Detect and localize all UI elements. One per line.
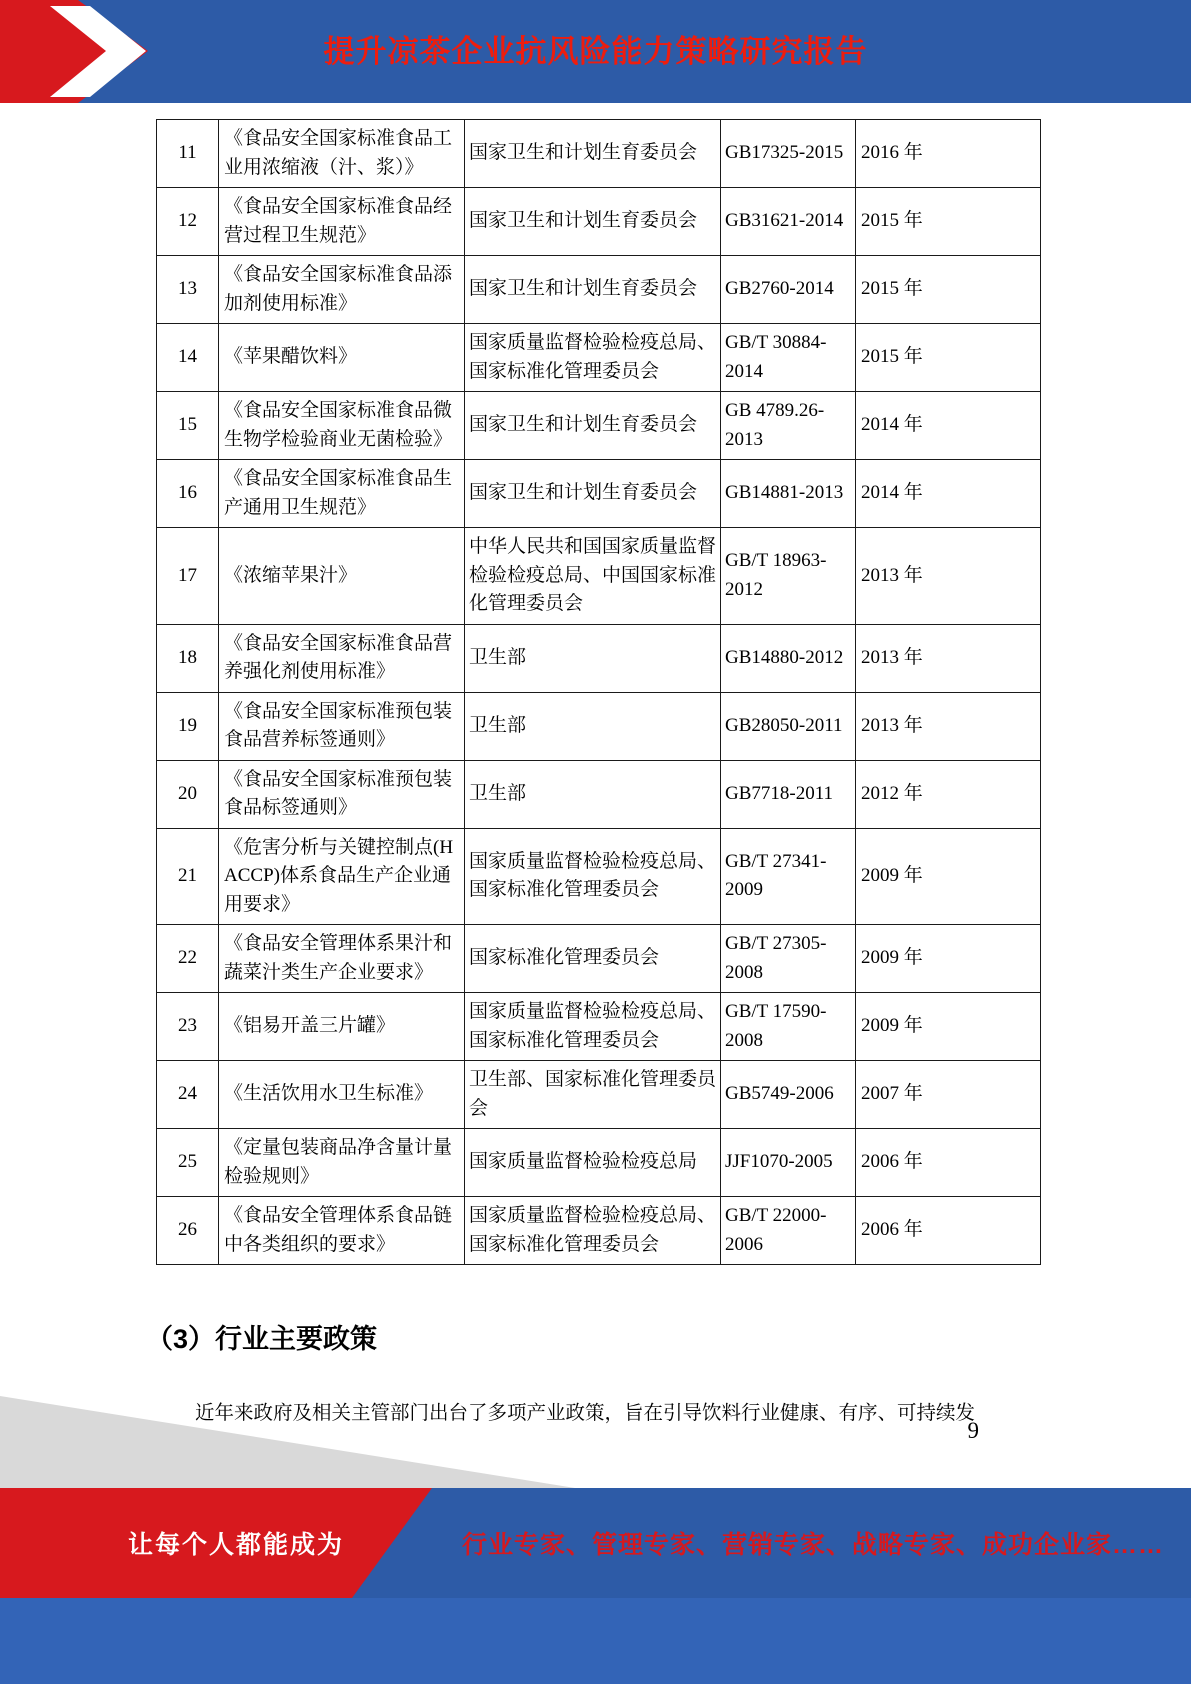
cell-issuer: 中华人民共和国国家质量监督检验检疫总局、中国国家标准化管理委员会 <box>465 528 721 625</box>
table-row <box>157 760 1041 828</box>
cell-name: 《苹果醋饮料》 <box>219 324 465 392</box>
cell-year: 2014 年 <box>856 460 1041 528</box>
cell-code: GB/T 22000-2006 <box>721 1197 856 1265</box>
cell-no: 24 <box>157 1061 219 1129</box>
cell-code: GB/T 30884-2014 <box>721 324 856 392</box>
table-row <box>157 460 1041 528</box>
page-footer <box>0 1488 1191 1598</box>
cell-code: GB28050-2011 <box>721 692 856 760</box>
cell-year: 2009 年 <box>856 925 1041 993</box>
cell-no: 19 <box>157 692 219 760</box>
footer-slogan-right: 行业专家、管理专家、营销专家、战略专家、成功企业家…… <box>462 1531 1165 1559</box>
cell-code: GB7718-2011 <box>721 760 856 828</box>
cell-code: GB5749-2006 <box>721 1061 856 1129</box>
cell-no: 23 <box>157 993 219 1061</box>
cell-issuer: 国家质量监督检验检疫总局、国家标准化管理委员会 <box>465 993 721 1061</box>
table-row <box>157 324 1041 392</box>
cell-no: 11 <box>157 120 219 188</box>
table-row <box>157 1197 1041 1265</box>
footer-slogan-left: 让每个人都能成为 <box>128 1531 345 1559</box>
report-header <box>0 0 1191 103</box>
cell-no: 20 <box>157 760 219 828</box>
cell-issuer: 卫生部 <box>465 624 721 692</box>
cell-name: 《食品安全国家标准食品营养强化剂使用标准》 <box>219 624 465 692</box>
cell-name: 《定量包装商品净含量计量检验规则》 <box>219 1129 465 1197</box>
cell-name: 《浓缩苹果汁》 <box>219 528 465 625</box>
cell-issuer: 国家质量监督检验检疫总局 <box>465 1129 721 1197</box>
cell-year: 2013 年 <box>856 528 1041 625</box>
cell-year: 2016 年 <box>856 120 1041 188</box>
cell-year: 2009 年 <box>856 828 1041 925</box>
cell-code: GB2760-2014 <box>721 256 856 324</box>
cell-issuer: 国家卫生和计划生育委员会 <box>465 460 721 528</box>
cell-name: 《食品安全国家标准食品微生物学检验商业无菌检验》 <box>219 392 465 460</box>
cell-code: GB31621-2014 <box>721 188 856 256</box>
cell-year: 2009 年 <box>856 993 1041 1061</box>
cell-year: 2013 年 <box>856 624 1041 692</box>
cell-issuer: 国家卫生和计划生育委员会 <box>465 392 721 460</box>
cell-issuer: 国家卫生和计划生育委员会 <box>465 256 721 324</box>
table-row <box>157 392 1041 460</box>
table-row <box>157 993 1041 1061</box>
cell-year: 2013 年 <box>856 692 1041 760</box>
cell-no: 21 <box>157 828 219 925</box>
report-title: 提升凉茶企业抗风险能力策略研究报告 <box>323 34 868 69</box>
section-heading: （3）行业主要政策 <box>146 1324 378 1354</box>
table-row <box>157 528 1041 625</box>
cell-name: 《食品安全国家标准预包装食品标签通则》 <box>219 760 465 828</box>
cell-year: 2015 年 <box>856 256 1041 324</box>
cell-no: 12 <box>157 188 219 256</box>
cell-issuer: 国家质量监督检验检疫总局、国家标准化管理委员会 <box>465 1197 721 1265</box>
table-row <box>157 256 1041 324</box>
cell-issuer: 国家卫生和计划生育委员会 <box>465 120 721 188</box>
cell-no: 18 <box>157 624 219 692</box>
cell-name: 《生活饮用水卫生标准》 <box>219 1061 465 1129</box>
cell-issuer: 国家质量监督检验检疫总局、国家标准化管理委员会 <box>465 828 721 925</box>
cell-year: 2015 年 <box>856 324 1041 392</box>
cell-no: 15 <box>157 392 219 460</box>
cell-issuer: 卫生部 <box>465 692 721 760</box>
footer-bottom-strip <box>0 1598 1191 1684</box>
cell-no: 22 <box>157 925 219 993</box>
table-row <box>157 188 1041 256</box>
cell-code: GB/T 18963-2012 <box>721 528 856 625</box>
cell-issuer: 国家质量监督检验检疫总局、国家标准化管理委员会 <box>465 324 721 392</box>
cell-name: 《危害分析与关键控制点(HACCP)体系食品生产企业通用要求》 <box>219 828 465 925</box>
table-row <box>157 120 1041 188</box>
cell-code: GB/T 27305-2008 <box>721 925 856 993</box>
cell-code: JJF1070-2005 <box>721 1129 856 1197</box>
cell-issuer: 卫生部 <box>465 760 721 828</box>
cell-issuer: 国家标准化管理委员会 <box>465 925 721 993</box>
cell-code: GB/T 27341-2009 <box>721 828 856 925</box>
table-row <box>157 624 1041 692</box>
cell-name: 《食品安全管理体系果汁和蔬菜汁类生产企业要求》 <box>219 925 465 993</box>
cell-no: 16 <box>157 460 219 528</box>
cell-year: 2014 年 <box>856 392 1041 460</box>
table-row <box>157 1129 1041 1197</box>
table-row <box>157 692 1041 760</box>
cell-code: GB/T 17590-2008 <box>721 993 856 1061</box>
cell-year: 2015 年 <box>856 188 1041 256</box>
table-row <box>157 828 1041 925</box>
cell-no: 26 <box>157 1197 219 1265</box>
table-row <box>157 1061 1041 1129</box>
standards-table-body <box>157 120 1041 1265</box>
cell-code: GB14880-2012 <box>721 624 856 692</box>
cell-name: 《食品安全国家标准食品经营过程卫生规范》 <box>219 188 465 256</box>
cell-year: 2007 年 <box>856 1061 1041 1129</box>
cell-no: 14 <box>157 324 219 392</box>
cell-no: 17 <box>157 528 219 625</box>
cell-name: 《食品安全国家标准预包装食品营养标签通则》 <box>219 692 465 760</box>
table-row <box>157 925 1041 993</box>
cell-year: 2012 年 <box>856 760 1041 828</box>
cell-name: 《铝易开盖三片罐》 <box>219 993 465 1061</box>
cell-no: 25 <box>157 1129 219 1197</box>
cell-no: 13 <box>157 256 219 324</box>
cell-name: 《食品安全国家标准食品生产通用卫生规范》 <box>219 460 465 528</box>
cell-code: GB17325-2015 <box>721 120 856 188</box>
cell-issuer: 国家卫生和计划生育委员会 <box>465 188 721 256</box>
section-paragraph: 近年来政府及相关主管部门出台了多项产业政策，旨在引导饮料行业健康、有序、可持续发 <box>195 1403 976 1424</box>
cell-code: GB 4789.26-2013 <box>721 392 856 460</box>
cell-code: GB14881-2013 <box>721 460 856 528</box>
page-number: 9 <box>967 1418 979 1443</box>
cell-name: 《食品安全国家标准食品工业用浓缩液（汁、浆）》 <box>219 120 465 188</box>
standards-table <box>156 119 1041 1265</box>
cell-year: 2006 年 <box>856 1129 1041 1197</box>
cell-name: 《食品安全国家标准食品添加剂使用标准》 <box>219 256 465 324</box>
cell-year: 2006 年 <box>856 1197 1041 1265</box>
cell-issuer: 卫生部、国家标准化管理委员会 <box>465 1061 721 1129</box>
cell-name: 《食品安全管理体系食品链中各类组织的要求》 <box>219 1197 465 1265</box>
